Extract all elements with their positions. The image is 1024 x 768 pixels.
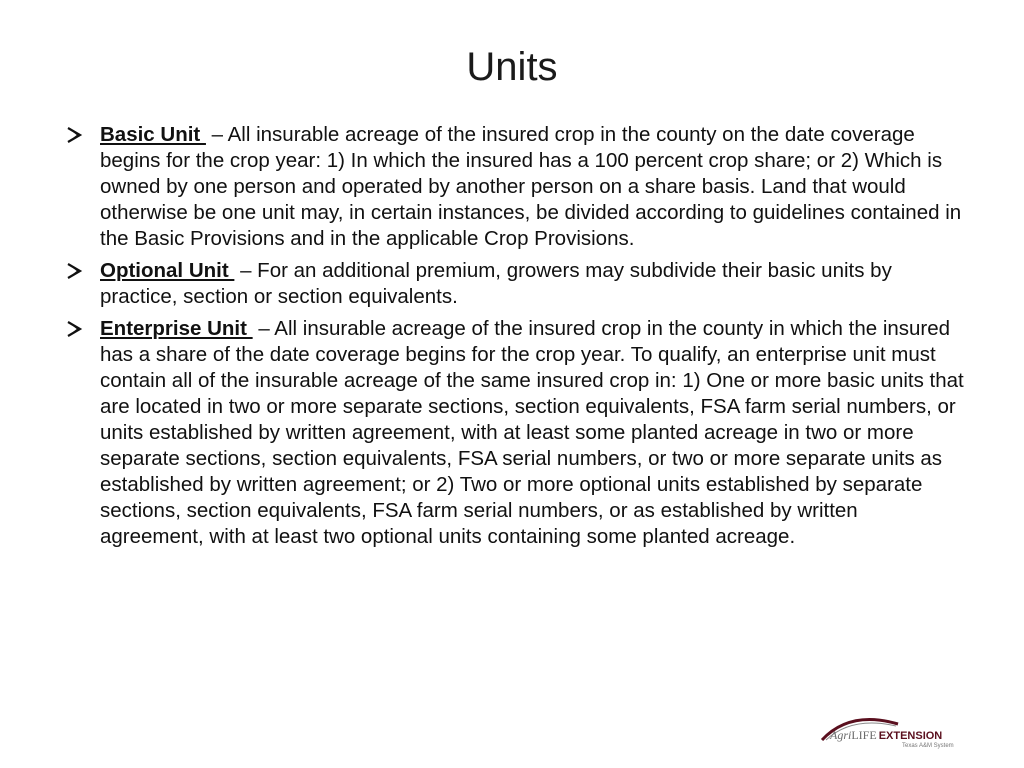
- slide-title: Units: [466, 45, 558, 89]
- logo-wordmark: [830, 728, 942, 743]
- logo-subtitle: Texas A&M System: [902, 743, 954, 749]
- bullet-term: Enterprise Unit: [100, 317, 253, 340]
- arrow-bullet-icon: [66, 262, 86, 280]
- bullet-text: – All insurable acreage of the insured crop in the county on the date coverage begins for the crop year: 1) In which the insured has a 100 percent crop share; or 2) Which is owned by one person and operated by another person on a share basis. Land that would otherwise be one unit may, in certain instances, be divided according to guidelines contained in the Basic Provisions and in the applicable Crop Provisions.: [100, 123, 962, 250]
- bullet-list: [66, 122, 966, 556]
- bullet-term: Optional Unit: [100, 259, 235, 282]
- bullet-term: Basic Unit: [100, 123, 206, 146]
- agrilife-extension-logo: [820, 712, 960, 752]
- bullet-item-basic-unit: [66, 122, 966, 252]
- bullet-text: – All insurable acreage of the insured crop in the county in which the insured has a share of the date coverage begins for the crop year. To qualify, an enterprise unit must contain all of the insurable acreage of the same insured crop in: 1) One or more basic units that are located in two or more separate sections, section equivalents, FSA farm serial numbers, or units established by written agreement, with at least some planted acreage in two or more separate sections, section equivalents, FSA serial numbers, or two or more separate units as established by written agreement; or 2) Two or more optional units established by separate sections, section equivalents, FSA farm serial numbers, or as established by written agreement, with at least two optional units containing some planted acreage.: [100, 317, 964, 548]
- bullet-item-optional-unit: [66, 258, 966, 310]
- arrow-bullet-icon: [66, 320, 86, 338]
- logo-life: LIFE: [851, 728, 877, 742]
- bullet-item-enterprise-unit: [66, 316, 966, 550]
- arrow-bullet-icon: [66, 126, 86, 144]
- logo-agri: Agri: [830, 728, 852, 742]
- bullet-text: – For an additional premium, growers may subdivide their basic units by practice, section or section equivalents.: [100, 259, 892, 308]
- logo-extension: EXTENSION: [878, 730, 943, 742]
